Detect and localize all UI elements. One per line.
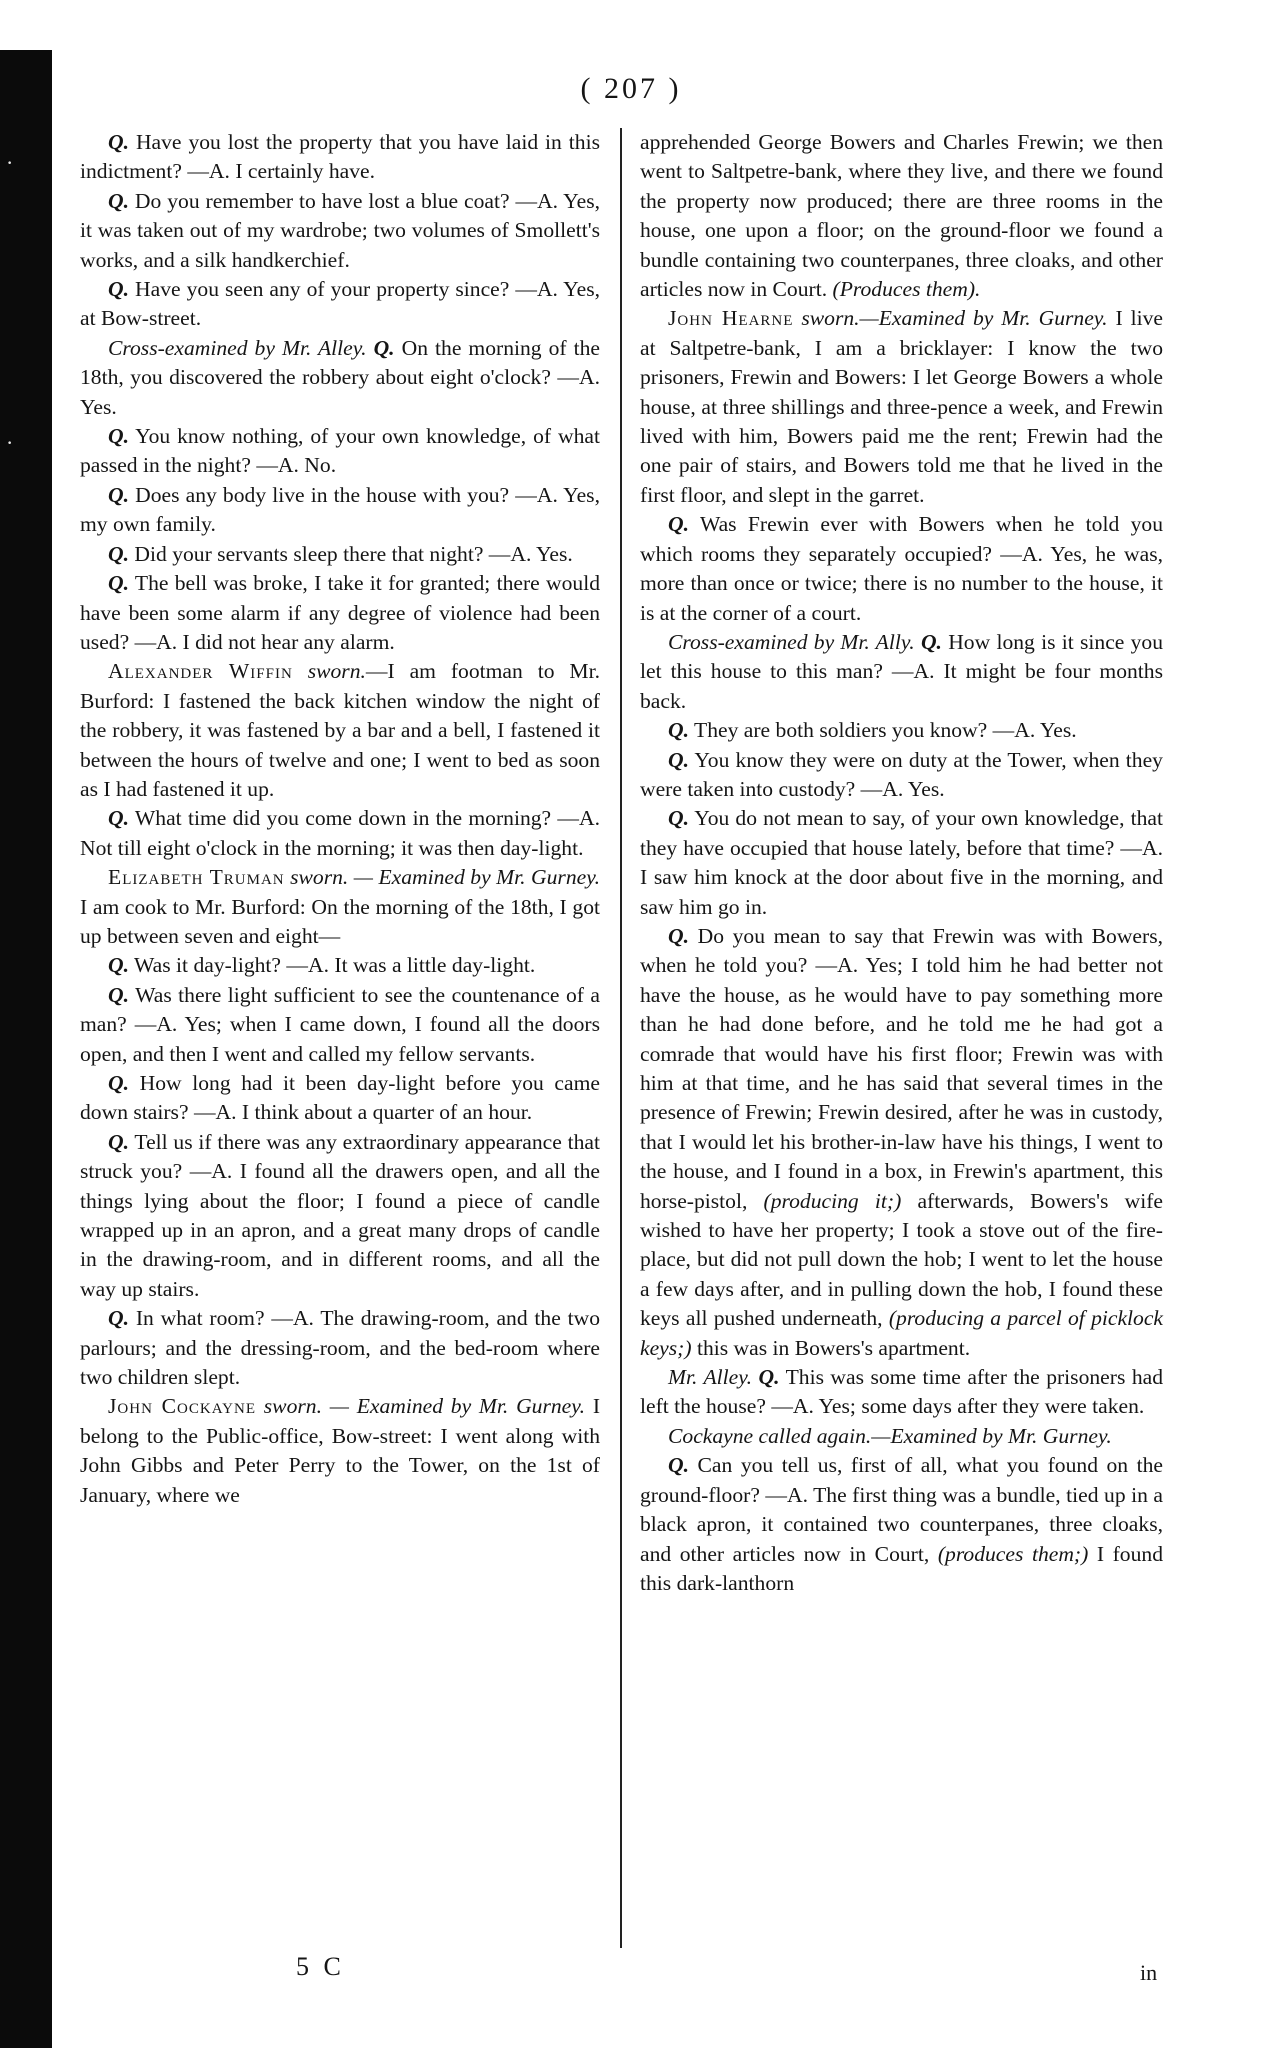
question-paragraph: Q. How long had it been day-light before you came down stairs? —A. I think about a quarter of an hour. [80, 1071, 600, 1125]
question-paragraph: Q. You do not mean to say, of your own knowledge, that they have occupied that house lately, before that time? —A. I saw him knock at the door about five in the morning, and saw him go in. [640, 806, 1163, 919]
column-rule [620, 128, 622, 1948]
witness-name: John Cockayne [108, 1394, 257, 1419]
question-paragraph: Q. What time did you come down in the morning? —A. Not till eight o'clock in the morning; it was then day-light. [80, 806, 601, 860]
cross-examination-paragraph: Cross-examined by Mr. Ally. Q. How long is it since you let this house to this man? —A. It might be four months back. [640, 629, 1164, 713]
margin-mark: · [6, 150, 14, 175]
catchword: in [1140, 1960, 1158, 1985]
question-paragraph: Q. Was there light sufficient to see the countenance of a man? —A. Yes; when I came down, I found all the doors open, and then I went and called my fellow servants. [80, 982, 600, 1066]
question-paragraph: Q. You know nothing, of your own knowledge, of what passed in the night? —A. No. [80, 424, 600, 478]
page-number: ( 207 ) [580, 72, 682, 105]
witness-name: Alexander Wiffin [108, 659, 293, 684]
question-mark-q: Q. [108, 130, 129, 154]
question-paragraph: Q. Can you tell us, first of all, what you found on the ground-floor? —A. The first thing was a bundle, tied up in a black apron, it contained two counterpanes, three cloaks, and other articles now in Court, (produces them;) I found this dark-lanthorn [640, 1453, 1163, 1595]
margin-mark: · [6, 430, 14, 455]
witness-paragraph: Elizabeth Truman sworn. — Examined by Mr. Gurney. I am cook to Mr. Burford: On the morning of the 18th, I got up between seven and eight— [80, 865, 600, 948]
witness-name: John Hearne [668, 306, 794, 331]
signature-mark: 5 C [296, 1952, 345, 1981]
question-paragraph: Q. Was Frewin ever with Bowers when he told you which rooms they separately occupied? —A. Yes, he was, more than once or twice; there is no number to the house, it is at the corner of a court. [640, 512, 1163, 625]
witness-paragraph: John Hearne sworn.—Examined by Mr. Gurney. I live at Saltpetre-bank, I am a bricklayer: I know the two prisoners, Frewin and Bowers: I let George Bowers a whole house, at three shillings and three-pence a week, and Frewin lived with him, Bowers paid me the rent; Frewin had the one pair of stairs, and Bowers told me that he lived in the first floor, and slept in the garret. [640, 306, 1164, 507]
cross-examination-paragraph: Mr. Alley. Q. This was some time after the prisoners had left the house? —A. Yes; some days after they were taken. [640, 1365, 1163, 1419]
question-paragraph: Q. In what room? —A. The drawing-room, and the two parlours; and the dressing-room, and the bed-room where two children slept. [80, 1306, 600, 1390]
question-paragraph: Q. You know they were on duty at the Tower, when they were taken into custody? —A. Yes. [640, 747, 1163, 801]
question-paragraph: Q. The bell was broke, I take it for granted; there would have been some alarm if any degree of violence had been used? —A. I did not hear any alarm. [80, 571, 600, 654]
right-column [640, 128, 1163, 1598]
question-paragraph: Q. Do you mean to say that Frewin was with Bowers, when he told you? —A. Yes; I told him he had better not have the house, as he would have to pay something more than he had done before, and he told me he had got a comrade that would have his first floor; Frewin was with him at that time, and he has said that several times in the presence of Frewin; Frewin desired, after he was in custody, that I would let his brother-in-law have his things, I went to the house, and I found in a box, in Frewin's apartment, this horse-pistol, (producing it;) afterwards, Bowers's wife wished to have her property; I took a stove out of the fire-place, but did not pull down the hob; I went to let the house a few days after, and in pulling down the hob, I found these keys all pushed underneath, (producing a parcel of picklock keys;) this was in Bowers's apartment. [640, 923, 1164, 1360]
witness-name: Elizabeth Truman [108, 865, 285, 890]
recall-heading: Cockayne called again.—Examined by Mr. Gurney. [668, 1423, 1112, 1448]
witness-paragraph: Alexander Wiffin sworn.—I am footman to Mr. Burford: I fastened the back kitchen window the night of the robbery, it was fastened by a bar and a bell, I fastened it between the hours of twelve and one; I went to bed as soon as I had fastened it up. [80, 659, 600, 801]
book-spine-shadow [0, 50, 52, 2048]
question-paragraph: Q. Have you lost the property that you have laid in this indictment? —A. I certainly have. [80, 130, 600, 184]
witness-paragraph: John Cockayne sworn. — Examined by Mr. Gurney. I belong to the Public-office, Bow-street: I went along with John Gibbs and Peter Perry to the Tower, on the 1st of January, where we [80, 1394, 601, 1507]
question-paragraph: Q. Did your servants sleep there that night? —A. Yes. [108, 541, 573, 566]
question-paragraph: Q. Tell us if there was any extraordinary appearance that struck you? —A. I found all the drawers open, and all the things lying about the floor; I found a piece of candle wrapped up in an apron, and a great many drops of candle in the drawing-room, and in different rooms, and all the way up stairs. [80, 1129, 600, 1301]
cross-examination-paragraph: Cross-examined by Mr. Alley. Q. On the morning of the 18th, you discovered the robbery about eight o'clock? —A. Yes. [80, 335, 600, 419]
question-paragraph: Q. Have you seen any of your property since? —A. Yes, at Bow-street. [80, 277, 600, 331]
continued-paragraph: apprehended George Bowers and Charles Frewin; we then went to Saltpetre-bank, where they live, and there we found the property now produced; there are three rooms in the house, one upon a floor; on the ground-floor we found a bundle containing two counterpanes, three cloaks, and other articles now in Court. (Produces them). [640, 130, 1163, 302]
left-column [80, 128, 600, 1510]
question-paragraph: Q. Do you remember to have lost a blue coat? —A. Yes, it was taken out of my wardrobe; two volumes of Smollett's works, and a silk handkerchief. [80, 188, 600, 272]
question-paragraph: Q. They are both soldiers you know? —A. Yes. [668, 718, 1077, 743]
question-paragraph: Q. Was it day-light? —A. It was a little day-light. [108, 953, 536, 978]
question-paragraph: Q. Does any body live in the house with you? —A. Yes, my own family. [80, 482, 600, 537]
